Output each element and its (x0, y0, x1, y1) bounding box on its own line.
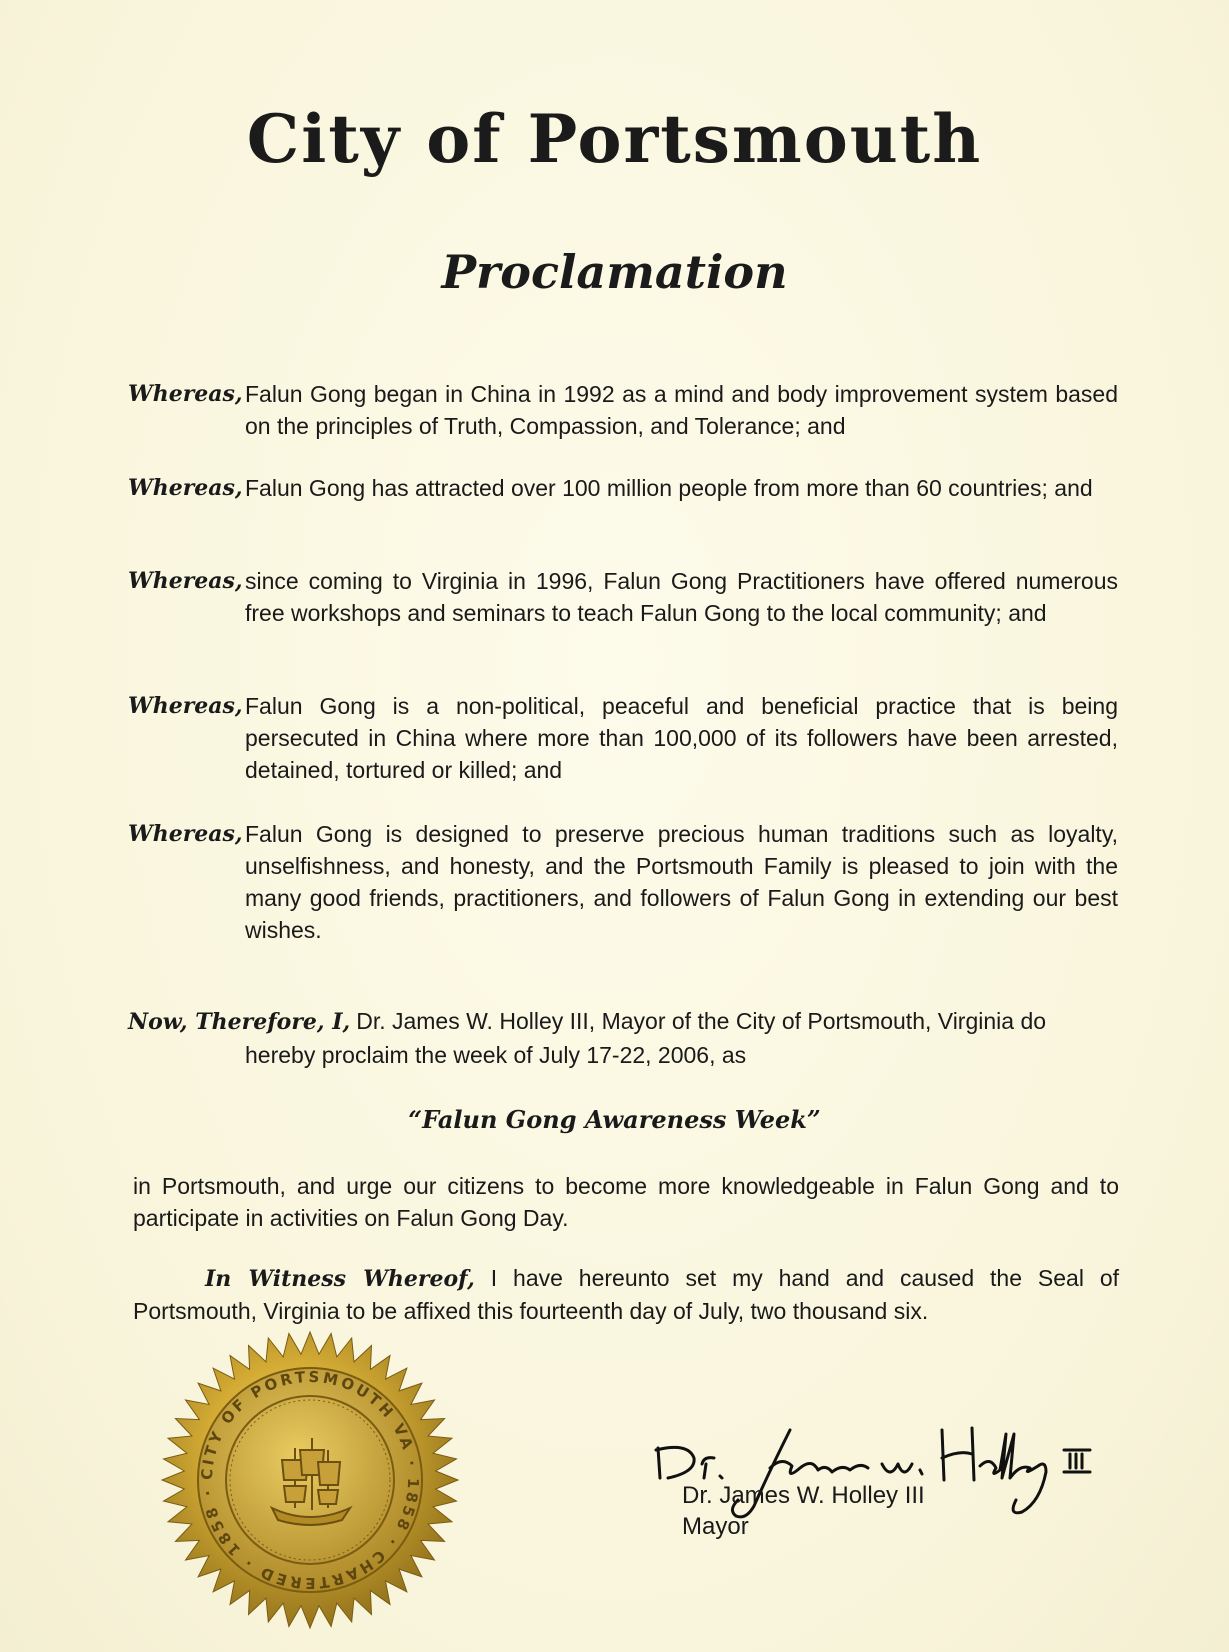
signer-block (682, 1480, 925, 1542)
signer-title: Mayor (682, 1513, 749, 1540)
clause-text: Falun Gong is a non-political, peaceful and beneficial practice that is being persecuted in China where more than 100,000 of its followers have been arrested, detained, tortured or killed; and (245, 693, 1118, 783)
witness-text: I have hereunto set my hand and caused the Seal of Portsmouth, Virginia to be affixed this fourteenth day of July, two thousand six. (133, 1265, 1120, 1324)
witness-label: In Witness Whereof, (205, 1266, 475, 1292)
clause-text: Falun Gong has attracted over 100 million people from more than 60 countries; and (245, 475, 1093, 501)
whereas-label: Whereas, (128, 693, 243, 719)
whereas-clause (128, 690, 1118, 786)
clause-text: Falun Gong is designed to preserve precious human traditions such as loyalty, unselfishness, and honesty, and the Portsmouth Family is pleased to join with the many good friends, practitioners, and followers of Falun Gong in extending our best wishes. (245, 821, 1118, 943)
whereas-clause (128, 378, 1118, 442)
signer-name: Dr. James W. Holley III (682, 1482, 925, 1509)
whereas-clause (128, 818, 1118, 946)
whereas-clause (128, 472, 1118, 504)
whereas-label: Whereas, (128, 475, 243, 501)
document-subtitle: Proclamation (441, 245, 788, 299)
now-text-line-2: hereby proclaim the week of July 17-22, 2006, as (245, 1042, 747, 1068)
clause-text: since coming to Virginia in 1996, Falun Gong Practitioners have offered numerous free workshops and seminars to teach Falun Gong to the local community; and (245, 568, 1118, 626)
whereas-label: Whereas, (128, 381, 243, 407)
urge-paragraph: in Portsmouth, and urge our citizens to become more knowledgeable in Falun Gong and to participate in activities on Falun Gong Day. (133, 1173, 1119, 1231)
awareness-week-name: “Falun Gong Awareness Week” (408, 1105, 821, 1134)
whereas-clause (128, 565, 1118, 629)
clause-text: Falun Gong began in China in 1992 as a mind and body improvement system based on the principles of Truth, Compassion, and Tolerance; and (245, 381, 1118, 439)
seal-text: CITY OF PORTSMOUTH VA · 1858 · CHARTERED · 1858 · (197, 1367, 423, 1593)
whereas-label: Whereas, (128, 821, 243, 847)
document-title: City of Portsmouth (246, 100, 983, 178)
now-therefore-clause (128, 1005, 1118, 1072)
whereas-label: Whereas, (128, 568, 243, 594)
now-therefore-label: Now, Therefore, I, (128, 1009, 351, 1035)
witness-paragraph (133, 1262, 1119, 1327)
now-text-line-1: Dr. James W. Holley III, Mayor of the City of Portsmouth, Virginia do (356, 1008, 1047, 1034)
city-seal-icon (160, 1330, 460, 1630)
